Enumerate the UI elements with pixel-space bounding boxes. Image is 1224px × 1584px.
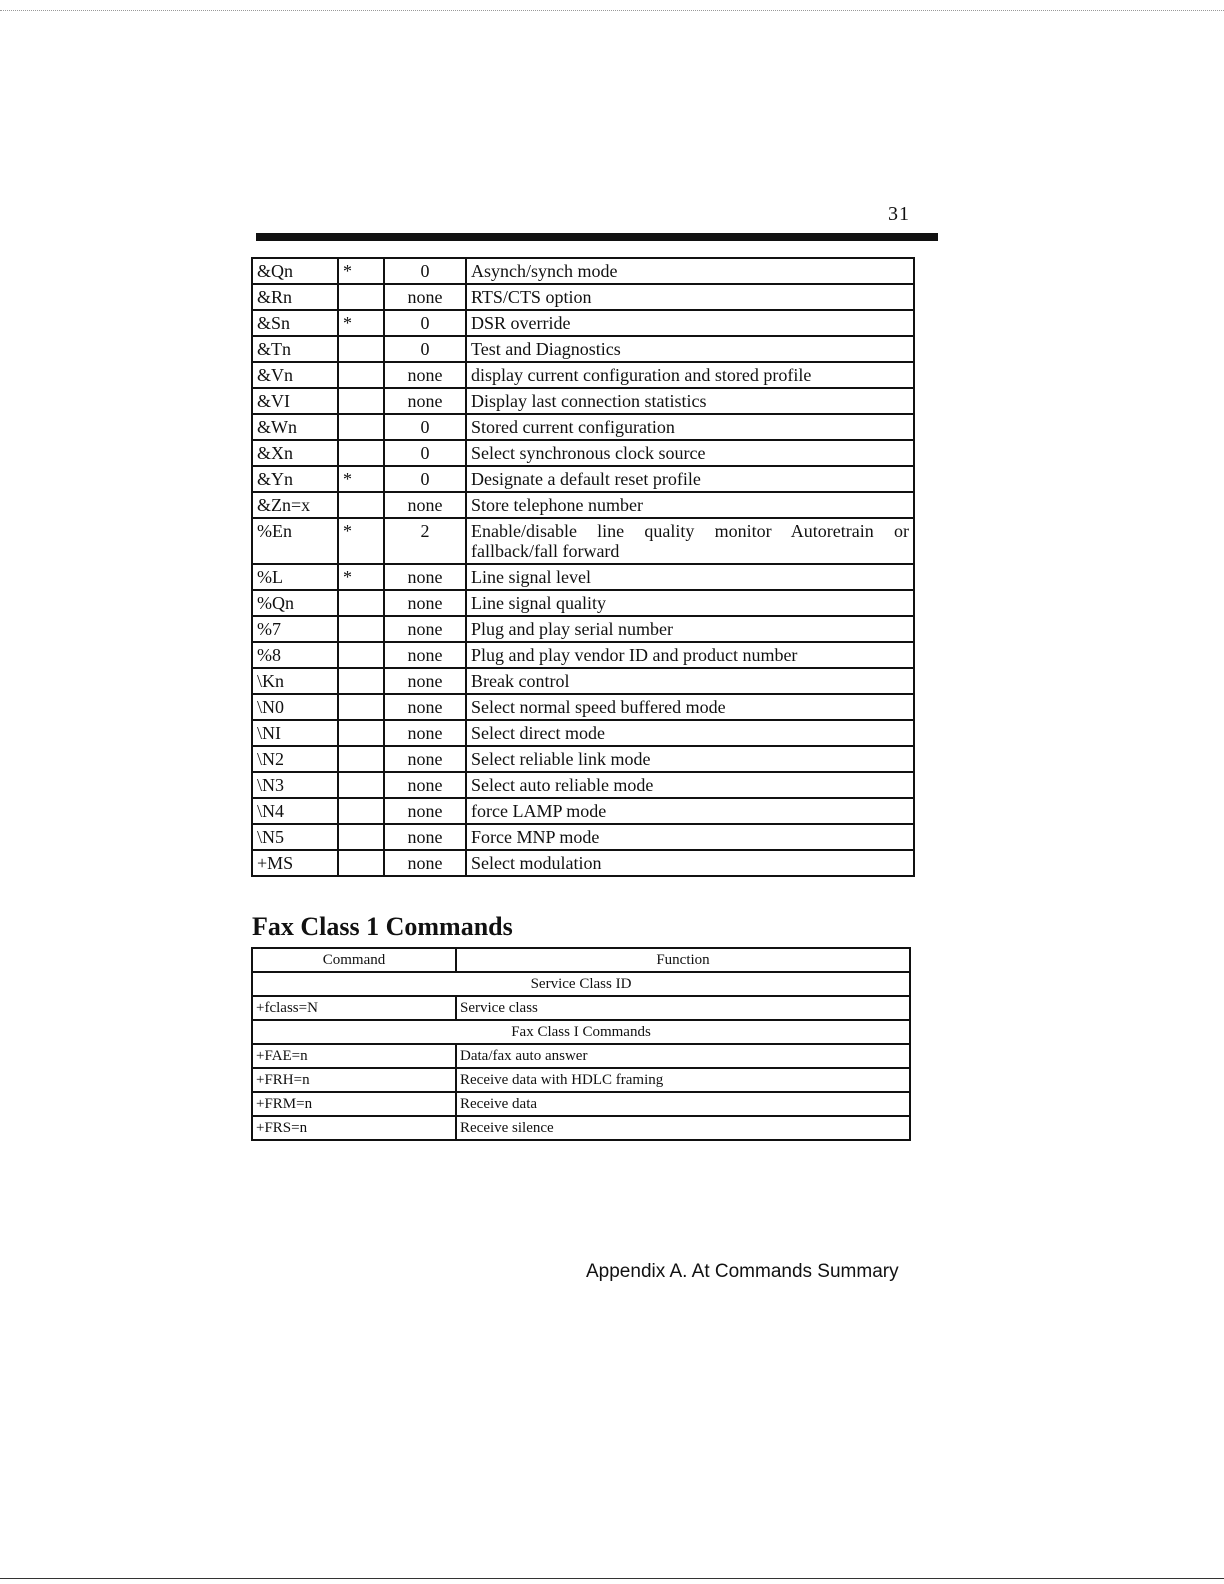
flag-cell [338,720,384,746]
default-cell: none [384,772,466,798]
at-command-row [252,798,914,824]
flag-cell [338,440,384,466]
flag-cell: * [338,564,384,590]
default-cell: none [384,492,466,518]
default-cell: 0 [384,310,466,336]
command-cell: \N0 [252,694,338,720]
at-command-row [252,824,914,850]
at-command-row [252,642,914,668]
at-command-row [252,720,914,746]
default-cell: none [384,564,466,590]
command-cell: %L [252,564,338,590]
default-cell: 0 [384,336,466,362]
command-cell: &VI [252,388,338,414]
at-command-row [252,466,914,492]
command-cell: &Sn [252,310,338,336]
fax-header-command: Command [252,948,456,972]
description-cell: Break control [466,668,914,694]
default-cell: 2 [384,518,466,564]
fax-function-cell: Receive data [456,1092,910,1116]
command-cell: &Xn [252,440,338,466]
fax-function-cell: Receive silence [456,1116,910,1140]
at-command-row [252,336,914,362]
description-cell: Stored current configuration [466,414,914,440]
at-commands-body [252,258,914,876]
description-cell: Select normal speed buffered mode [466,694,914,720]
fax-function-cell: Data/fax auto answer [456,1044,910,1068]
flag-cell [338,616,384,642]
default-cell: none [384,668,466,694]
default-cell: none [384,694,466,720]
description-cell: DSR override [466,310,914,336]
fax-commands-body [252,948,910,1140]
fax-section-title: Fax Class 1 Commands [252,912,513,941]
default-cell: 0 [384,440,466,466]
fax-table-row [252,996,910,1020]
description-cell: force LAMP mode [466,798,914,824]
flag-cell [338,388,384,414]
flag-cell [338,590,384,616]
at-command-row [252,414,914,440]
description-cell: Enable/disable line quality monitor Autoretrain or fallback/fall forward [466,518,914,564]
command-cell: %Qn [252,590,338,616]
default-cell: 0 [384,414,466,440]
fax-commands-table [251,947,911,1141]
flag-cell [338,668,384,694]
command-cell: &Rn [252,284,338,310]
description-cell: RTS/CTS option [466,284,914,310]
command-cell: \N4 [252,798,338,824]
flag-cell: * [338,466,384,492]
at-command-row [252,310,914,336]
fax-function-cell: Receive data with HDLC framing [456,1068,910,1092]
at-command-row [252,850,914,876]
flag-cell [338,492,384,518]
fax-command-cell: +FRS=n [252,1116,456,1140]
fax-section-row [252,1020,910,1044]
command-cell: \Kn [252,668,338,694]
command-cell: &Tn [252,336,338,362]
page-number: 31 [888,203,910,225]
flag-cell [338,824,384,850]
at-command-row [252,258,914,284]
flag-cell: * [338,310,384,336]
scan-bottom-edge [0,1578,1224,1579]
command-cell: &Yn [252,466,338,492]
description-cell: Store telephone number [466,492,914,518]
flag-cell [338,746,384,772]
command-cell: &Qn [252,258,338,284]
scan-top-edge [0,10,1224,13]
command-cell: +MS [252,850,338,876]
description-cell: Display last connection statistics [466,388,914,414]
at-command-row [252,362,914,388]
flag-cell [338,642,384,668]
fax-table-row [252,1116,910,1140]
default-cell: none [384,284,466,310]
default-cell: 0 [384,258,466,284]
flag-cell [338,772,384,798]
command-cell: \N2 [252,746,338,772]
at-command-row [252,746,914,772]
command-cell: \N5 [252,824,338,850]
at-commands-table [251,257,915,877]
at-command-row [252,772,914,798]
default-cell: none [384,720,466,746]
description-cell: Designate a default reset profile [466,466,914,492]
description-cell: Select direct mode [466,720,914,746]
description-cell: display current configuration and stored profile [466,362,914,388]
at-command-row [252,284,914,310]
description-cell: Select modulation [466,850,914,876]
at-command-row [252,564,914,590]
default-cell: none [384,642,466,668]
at-command-row [252,668,914,694]
description-cell: Plug and play vendor ID and product number [466,642,914,668]
description-cell: Test and Diagnostics [466,336,914,362]
flag-cell [338,850,384,876]
at-command-row [252,694,914,720]
default-cell: none [384,824,466,850]
command-cell: %7 [252,616,338,642]
default-cell: none [384,798,466,824]
default-cell: none [384,616,466,642]
fax-command-cell: +fclass=N [252,996,456,1020]
default-cell: none [384,746,466,772]
at-command-row [252,388,914,414]
description-cell: Select synchronous clock source [466,440,914,466]
default-cell: none [384,590,466,616]
fax-table-row [252,1092,910,1116]
description-cell: Force MNP mode [466,824,914,850]
flag-cell [338,694,384,720]
flag-cell [338,414,384,440]
at-command-row [252,616,914,642]
fax-section-row [252,972,910,996]
command-cell: \NI [252,720,338,746]
description-cell: Select reliable link mode [466,746,914,772]
description-cell: Plug and play serial number [466,616,914,642]
flag-cell: * [338,258,384,284]
fax-section-class1: Fax Class I Commands [252,1020,910,1044]
flag-cell: * [338,518,384,564]
flag-cell [338,798,384,824]
fax-command-cell: +FRM=n [252,1092,456,1116]
at-command-row [252,440,914,466]
command-cell: \N3 [252,772,338,798]
default-cell: none [384,362,466,388]
description-cell: Line signal quality [466,590,914,616]
flag-cell [338,336,384,362]
command-cell: &Zn=x [252,492,338,518]
fax-table-row [252,1044,910,1068]
command-cell: &Wn [252,414,338,440]
default-cell: none [384,850,466,876]
fax-command-cell: +FRH=n [252,1068,456,1092]
at-command-row [252,518,914,564]
fax-section-service: Service Class ID [252,972,910,996]
default-cell: 0 [384,466,466,492]
at-command-row [252,492,914,518]
flag-cell [338,284,384,310]
fax-command-cell: +FAE=n [252,1044,456,1068]
command-cell: %En [252,518,338,564]
fax-table-row [252,1068,910,1092]
command-cell: &Vn [252,362,338,388]
default-cell: none [384,388,466,414]
command-cell: %8 [252,642,338,668]
description-cell: Asynch/synch mode [466,258,914,284]
fax-function-cell: Service class [456,996,910,1020]
fax-header-function: Function [456,948,910,972]
page-footer: Appendix A. At Commands Summary [586,1261,899,1282]
fax-header-row [252,948,910,972]
at-command-row [252,590,914,616]
description-cell: Line signal level [466,564,914,590]
description-cell: Select auto reliable mode [466,772,914,798]
flag-cell [338,362,384,388]
header-rule [256,233,938,241]
